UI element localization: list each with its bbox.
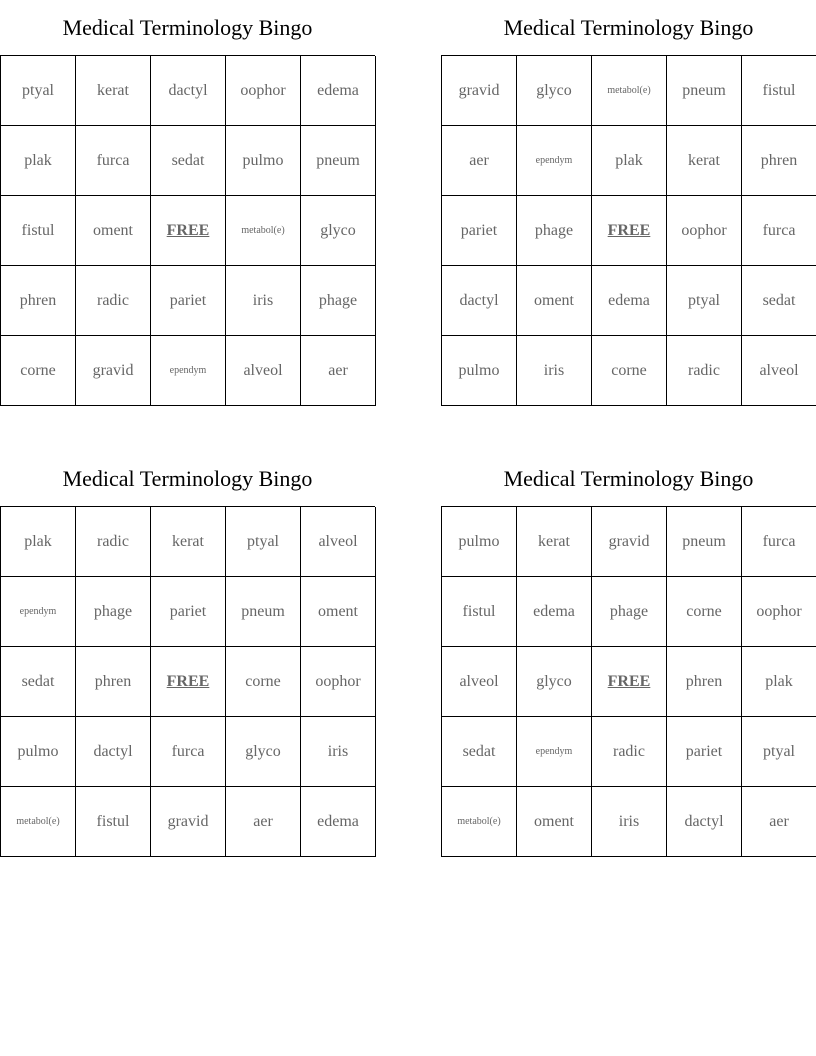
- bingo-cell: dactyl: [667, 787, 742, 857]
- bingo-cell: plak: [742, 647, 816, 717]
- bingo-cell: aer: [301, 336, 376, 406]
- bingo-cell: iris: [226, 266, 301, 336]
- bingo-card-3: [0, 451, 375, 857]
- bingo-cell: sedat: [442, 717, 517, 787]
- bingo-cell: oment: [517, 787, 592, 857]
- bingo-cell: phage: [301, 266, 376, 336]
- bingo-cell: oment: [301, 577, 376, 647]
- bingo-cell: gravid: [442, 56, 517, 126]
- bingo-cell: sedat: [742, 266, 816, 336]
- bingo-cell: corne: [592, 336, 667, 406]
- bingo-cell: iris: [301, 717, 376, 787]
- bingo-cell: pulmo: [442, 507, 517, 577]
- bingo-cell: fistul: [442, 577, 517, 647]
- bingo-cell: pariet: [151, 577, 226, 647]
- bingo-cell: kerat: [517, 507, 592, 577]
- bingo-cell: ptyal: [742, 717, 816, 787]
- bingo-cell: pulmo: [442, 336, 517, 406]
- bingo-cell: kerat: [667, 126, 742, 196]
- bingo-cell: pariet: [667, 717, 742, 787]
- bingo-cell: gravid: [76, 336, 151, 406]
- bingo-cell: corne: [226, 647, 301, 717]
- bingo-card-2: [441, 0, 816, 406]
- bingo-cell: plak: [1, 507, 76, 577]
- bingo-cell: furca: [742, 196, 816, 266]
- bingo-cell: phren: [1, 266, 76, 336]
- bingo-cell: pariet: [151, 266, 226, 336]
- bingo-cell: pariet: [442, 196, 517, 266]
- bingo-cell: furca: [76, 126, 151, 196]
- bingo-cell: aer: [442, 126, 517, 196]
- bingo-cell: pulmo: [1, 717, 76, 787]
- card-title: Medical Terminology Bingo: [503, 466, 754, 491]
- bingo-cell: glyco: [517, 647, 592, 717]
- bingo-cell: phren: [667, 647, 742, 717]
- bingo-cell: plak: [1, 126, 76, 196]
- bingo-cell: edema: [592, 266, 667, 336]
- bingo-cell: metabol(e): [442, 787, 517, 857]
- bingo-cell: iris: [517, 336, 592, 406]
- bingo-cell: edema: [301, 787, 376, 857]
- bingo-cell: dactyl: [76, 717, 151, 787]
- bingo-cell: oophor: [742, 577, 816, 647]
- bingo-cell: oophor: [301, 647, 376, 717]
- bingo-cell: alveol: [226, 336, 301, 406]
- bingo-cell: aer: [742, 787, 816, 857]
- bingo-cell: edema: [301, 56, 376, 126]
- bingo-cell: furca: [151, 717, 226, 787]
- bingo-cell: phage: [517, 196, 592, 266]
- bingo-cell: phage: [592, 577, 667, 647]
- bingo-cell: ptyal: [1, 56, 76, 126]
- card-title: Medical Terminology Bingo: [62, 466, 313, 491]
- bingo-cell: ptyal: [226, 507, 301, 577]
- bingo-cell: oment: [76, 196, 151, 266]
- bingo-cell: furca: [742, 507, 816, 577]
- bingo-cell: oment: [517, 266, 592, 336]
- bingo-cell: plak: [592, 126, 667, 196]
- bingo-cell: alveol: [742, 336, 816, 406]
- bingo-cell: metabol(e): [1, 787, 76, 857]
- free-space-cell: FREE: [592, 647, 667, 717]
- bingo-cell: radic: [76, 266, 151, 336]
- free-space-cell: FREE: [151, 196, 226, 266]
- bingo-cell: dactyl: [151, 56, 226, 126]
- bingo-grid: [0, 55, 375, 406]
- card-title: Medical Terminology Bingo: [503, 15, 754, 40]
- bingo-cell: corne: [1, 336, 76, 406]
- bingo-grid: [441, 55, 816, 406]
- bingo-cell: phren: [742, 126, 816, 196]
- bingo-cell: kerat: [76, 56, 151, 126]
- bingo-cell: metabol(e): [592, 56, 667, 126]
- bingo-cell: ependym: [151, 336, 226, 406]
- bingo-grid: [0, 506, 375, 857]
- card-title: Medical Terminology Bingo: [62, 15, 313, 40]
- bingo-cell: kerat: [151, 507, 226, 577]
- bingo-cell: radic: [592, 717, 667, 787]
- bingo-cell: pneum: [226, 577, 301, 647]
- bingo-cell: iris: [592, 787, 667, 857]
- bingo-cell: edema: [517, 577, 592, 647]
- bingo-cell: corne: [667, 577, 742, 647]
- bingo-cell: glyco: [301, 196, 376, 266]
- bingo-cell: aer: [226, 787, 301, 857]
- bingo-cell: alveol: [442, 647, 517, 717]
- bingo-cell: sedat: [1, 647, 76, 717]
- bingo-cell: glyco: [517, 56, 592, 126]
- bingo-cell: phren: [76, 647, 151, 717]
- bingo-cell: oophor: [667, 196, 742, 266]
- bingo-cell: ependym: [517, 717, 592, 787]
- bingo-cell: glyco: [226, 717, 301, 787]
- free-space-cell: FREE: [592, 196, 667, 266]
- bingo-cell: dactyl: [442, 266, 517, 336]
- bingo-cell: sedat: [151, 126, 226, 196]
- bingo-cell: phage: [76, 577, 151, 647]
- bingo-cell: fistul: [1, 196, 76, 266]
- bingo-cell: pneum: [301, 126, 376, 196]
- bingo-cell: pneum: [667, 507, 742, 577]
- bingo-cell: metabol(e): [226, 196, 301, 266]
- bingo-cell: radic: [76, 507, 151, 577]
- bingo-cell: oophor: [226, 56, 301, 126]
- bingo-cell: fistul: [742, 56, 816, 126]
- bingo-cell: fistul: [76, 787, 151, 857]
- bingo-card-4: [441, 451, 816, 857]
- bingo-cell: alveol: [301, 507, 376, 577]
- free-space-cell: FREE: [151, 647, 226, 717]
- bingo-cell: ptyal: [667, 266, 742, 336]
- bingo-cell: ependym: [1, 577, 76, 647]
- bingo-cell: radic: [667, 336, 742, 406]
- bingo-card-1: [0, 0, 375, 406]
- bingo-cell: ependym: [517, 126, 592, 196]
- bingo-cell: gravid: [151, 787, 226, 857]
- bingo-cell: gravid: [592, 507, 667, 577]
- bingo-cell: pulmo: [226, 126, 301, 196]
- bingo-cell: pneum: [667, 56, 742, 126]
- bingo-grid: [441, 506, 816, 857]
